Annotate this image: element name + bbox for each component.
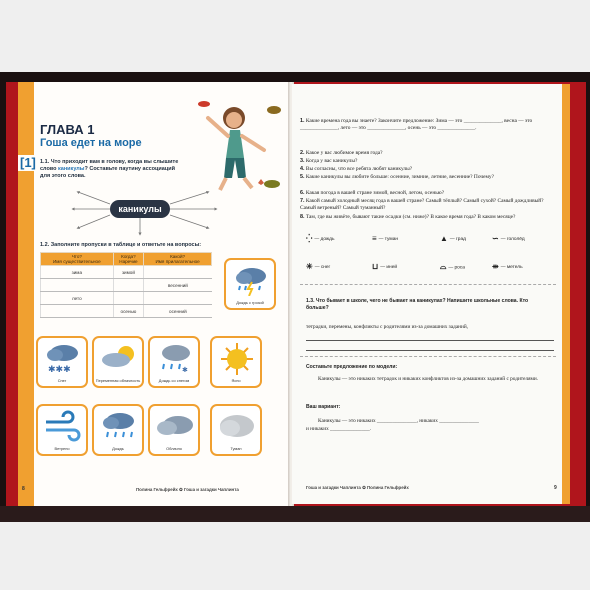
right-page-orange-margin [562, 84, 570, 504]
fog-symbol-icon: ≡ [372, 234, 377, 243]
table-row [41, 266, 212, 279]
svg-text:✱✱✱: ✱✱✱ [48, 365, 71, 375]
weather-card-windy [36, 404, 88, 456]
symbol-dew: ⌓ — роса [440, 262, 465, 271]
section-divider [300, 356, 556, 357]
question-1-1: 1.1. Что приходит вам в голову, когда вы слышите слово каникулы? Составьте паутину ассоциаций для этого слова. [40, 159, 179, 179]
weather-card-rain [92, 404, 144, 456]
variant-heading: Ваш вариант: [306, 404, 341, 410]
rain-thunder-icon [228, 264, 274, 296]
hail-symbol-icon: ▲ [440, 234, 448, 243]
table-cell[interactable]: лето [41, 292, 114, 305]
section-divider [300, 284, 556, 285]
dew-symbol-icon: ⌓ [440, 262, 447, 271]
table-cell[interactable] [41, 305, 114, 318]
table-header: Когда? Наречие [113, 253, 144, 266]
question-2: 2. Какое у вас любимое время года? [300, 150, 383, 156]
question-8: 8. Там, где вы живёте, бывают такие осадки (см. ниже)? В какое время года? В каком месяце? [300, 214, 516, 220]
weather-card-fog [210, 404, 262, 456]
weather-card-thunderstorm [224, 258, 276, 310]
symbol-ice: ∽ — гололёд [492, 234, 525, 243]
chapter-subtitle: Гоша едет на море [40, 137, 142, 149]
answer-line[interactable] [306, 350, 554, 351]
svg-text:✱: ✱ [182, 366, 188, 374]
word-forms-table [40, 252, 212, 318]
question-6: 6. Какая погода в вашей стране зимой, весной, летом, осенью? [300, 190, 445, 196]
right-page [292, 84, 570, 504]
ice-symbol-icon: ∽ [492, 234, 499, 243]
symbol-fog: ≡ — туман [372, 234, 399, 243]
right-page-footer: Гоша и загадки Чаплинта ✿ Полина Гельфрейх [306, 485, 409, 490]
weather-card-label: Ветрено [54, 445, 70, 451]
answer-example: тетрадки, перемены, конфликты с родителями из-за домашних заданий, [306, 324, 469, 330]
table-cell[interactable] [144, 292, 212, 305]
table-cell[interactable]: осенний [144, 305, 212, 318]
table-row [41, 305, 212, 318]
weather-card-cloudy [148, 404, 200, 456]
model-sentence: Каникулы — это никаких тетрадок и никаких конфликтов из-за домашних заданий с родителями. [318, 376, 539, 382]
question-1-2: 1.2. Заполните пропуски в таблице и ответьте на вопросы: [40, 242, 202, 248]
weather-card-snow [36, 336, 88, 388]
chapter-title: ГЛАВА 1 [40, 122, 95, 137]
symbol-rain: ⁛ — дождь [306, 234, 335, 243]
variant-line-2[interactable]: и никаких _______________. [306, 426, 372, 432]
weather-card-label: Туман [230, 445, 242, 451]
left-page-orange-margin [18, 82, 34, 506]
left-page [18, 82, 290, 506]
weather-card-label: Ясно [231, 377, 241, 383]
center-word-bubble: каникулы [110, 200, 170, 218]
symbol-blizzard: ⇻ — метель [492, 262, 523, 271]
table-header: Что? Имя существительное [41, 253, 114, 266]
left-page-footer: Полина Гельфрейх ✿ Гоша и загадки Чаплинта [136, 487, 239, 492]
table-cell[interactable] [41, 279, 114, 292]
weather-card-label: Снег [57, 377, 67, 383]
weather-card-label: Дождь со снегом [158, 377, 190, 383]
weather-card-sunny [210, 336, 262, 388]
question-1-3: 1.3. Что бывает в школе, чего не бывает на каникулах? Напишите школьные слова. Кто больше? [306, 298, 529, 311]
page-number-right: 9 [554, 485, 557, 491]
weather-card-label: Облачно [166, 445, 182, 451]
fog-icon [214, 410, 260, 444]
weather-card-label: Дождь с грозой [236, 299, 264, 305]
cloud-icon [152, 410, 198, 444]
model-heading: Составьте предложение по модели: [306, 364, 398, 370]
snow-symbol-icon: ✳ [306, 262, 313, 271]
question-4: 4. Вы согласны, что все ребята любят каникулы? [300, 166, 413, 172]
question-1: 1. Какие времена года вы знаете? Закончите предложение: Зима — это ______________, весна — это ______________, лето — это ______________, осень — это ______________. [300, 118, 533, 132]
table-cell[interactable] [144, 266, 212, 279]
question-3: 3. Когда у вас каникулы? [300, 158, 358, 164]
partly-cloudy-icon [96, 342, 142, 376]
symbol-frost: ⊔ — иней [372, 262, 398, 271]
page-number-left: 8 [22, 486, 25, 492]
table-cell[interactable]: осенью [113, 305, 144, 318]
sleet-icon [152, 342, 198, 376]
rain-icon [96, 410, 142, 444]
table-cell[interactable]: зимой [113, 266, 144, 279]
weather-card-label: Переменная облачность [95, 377, 141, 383]
variant-line-1[interactable]: Каникулы — это никаких _______________, никаких _______________ [318, 418, 479, 424]
bottom-shadow [0, 506, 590, 522]
answer-line[interactable] [306, 340, 554, 341]
weather-card-partly-cloudy [92, 336, 144, 388]
wind-icon [40, 410, 86, 444]
table-row [41, 279, 212, 292]
weather-card-label: Дождь [112, 445, 124, 451]
table-cell[interactable] [113, 279, 144, 292]
question-7: 7. Какой самый холодный месяц года в вашей стране? Самый тёплый? Самый сухой? Самый дождливый? Самый ветреный? Самый туманный? [300, 198, 544, 212]
weather-card-sleet [148, 336, 200, 388]
table-cell[interactable] [113, 292, 144, 305]
table-header: Какой? Имя прилагательное [144, 253, 212, 266]
audio-track-marker: [1] [20, 155, 36, 170]
table-row [41, 292, 212, 305]
table-cell[interactable]: весенний [144, 279, 212, 292]
table-cell[interactable]: зима [41, 266, 114, 279]
sun-icon [214, 341, 260, 377]
blizzard-symbol-icon: ⇻ [492, 262, 499, 271]
snow-cloud-icon [40, 342, 86, 376]
symbol-snow: ✳ — снег [306, 262, 331, 271]
rain-symbol-icon: ⁛ [306, 234, 313, 243]
question-5: 5. Какие каникулы вы любите больше: осенние, зимние, летние, весенние? Почему? [300, 174, 494, 180]
frost-symbol-icon: ⊔ [372, 262, 379, 271]
symbol-hail: ▲ — град [440, 234, 466, 243]
